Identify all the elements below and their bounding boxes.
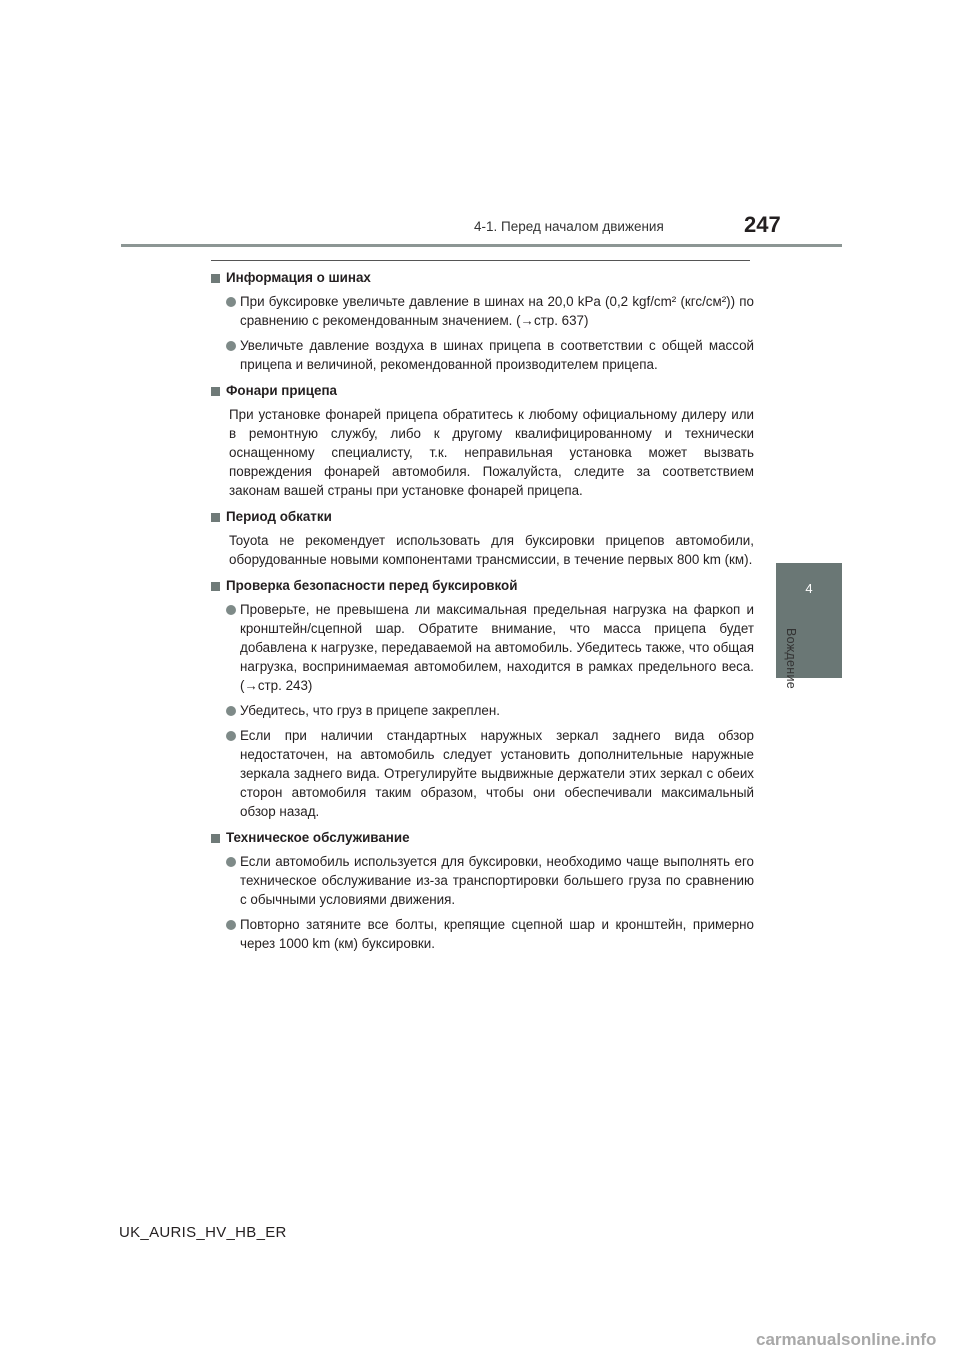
content-divider (211, 260, 750, 261)
circle-bullet-icon (226, 341, 236, 351)
list-item-text: При буксировке увеличьте давление в шинах на 20,0 kPa (0,2 kgf/cm² (кгс/см²)) по сравнению с рекомендованным значением. (→стр. 637) (240, 294, 754, 328)
section-title-text: Техническое обслуживание (226, 830, 410, 845)
header-divider (121, 244, 842, 247)
section-paragraph: Toyota не рекомендует использовать для буксировки прицепов автомобили, оборудованные новыми компонентами трансмиссии, в течение первых 800 km (км). (229, 533, 754, 567)
section-title (211, 507, 754, 527)
circle-bullet-icon (226, 731, 236, 741)
section-safety-check (211, 576, 754, 821)
section-tire-info (211, 268, 754, 374)
list-item (211, 292, 754, 330)
section-title-text: Фонари прицепа (226, 383, 337, 398)
square-bullet-icon (211, 834, 220, 843)
chapter-tab-number: 4 (805, 581, 813, 596)
section-title (211, 381, 754, 401)
page-content (211, 268, 754, 960)
square-bullet-icon (211, 274, 220, 283)
section-title-text: Проверка безопасности перед буксировкой (226, 578, 518, 593)
list-item-text: Убедитесь, что груз в прицепе закреплен. (240, 703, 500, 718)
list-item-text: Увеличьте давление воздуха в шинах прицепа в соответствии с общей массой прицепа и величиной, рекомендованной производителем прицепа. (240, 338, 754, 372)
list-item-text: Проверьте, не превышена ли максимальная предельная нагрузка на фаркоп и кронштейн/сцепной шар. Обратите внимание, что масса прицепа будет добавлена к нагрузке, передаваемой на автомобиль. Убедитесь также, что общая нагрузка, воспринимаемая автомобилем, находится в рамках предельного веса. (→стр. 243) (240, 602, 754, 693)
section-break-in (211, 507, 754, 569)
section-title (211, 268, 754, 288)
section-title-text: Период обкатки (226, 509, 332, 524)
section-title (211, 828, 754, 848)
watermark[interactable]: carmanualsonline.info (756, 1330, 937, 1349)
square-bullet-icon (211, 387, 220, 396)
header-section-title: 4-1. Перед началом движения (474, 219, 664, 234)
section-paragraph: При установке фонарей прицепа обратитесь к любому официальному дилеру или в ремонтную службу, либо к другому квалифицированному и технически оснащенному специалисту, т.к. неправильная установка может вызвать повреждения фонарей автомобиля. Пожалуйста, следите за соответствием законам вашей страны при установке фонарей прицепа. (229, 407, 754, 498)
list-item-text: Если автомобиль используется для буксировки, необходимо чаще выполнять его техническое обслуживание из-за транспортировки большего груза по сравнению с обычными условиями движения. (240, 854, 754, 907)
list-item (211, 600, 754, 695)
circle-bullet-icon (226, 605, 236, 615)
chapter-tab-label: Вождение (784, 628, 798, 689)
list-item-text: Если при наличии стандартных наружных зеркал заднего вида обзор недостаточен, на автомобиль следует установить дополнительные наружные зеркала заднего вида. Отрегулируйте выдвижные держатели этих зеркал с обеих сторон автомобиля таким образом, чтобы они обеспечивали максимальный обзор назад. (240, 728, 754, 819)
circle-bullet-icon (226, 920, 236, 930)
document-code: UK_AURIS_HV_HB_ER (119, 1224, 287, 1241)
section-trailer-lights (211, 381, 754, 500)
list-item (211, 915, 754, 953)
circle-bullet-icon (226, 297, 236, 307)
list-item-text: Повторно затяните все болты, крепящие сцепной шар и кронштейн, примерно через 1000 km (км) буксировки. (240, 917, 754, 951)
section-title-text: Информация о шинах (226, 270, 371, 285)
page-number: 247 (744, 212, 781, 237)
square-bullet-icon (211, 513, 220, 522)
section-maintenance (211, 828, 754, 953)
list-item (211, 852, 754, 909)
square-bullet-icon (211, 582, 220, 591)
list-item (211, 336, 754, 374)
circle-bullet-icon (226, 706, 236, 716)
section-title (211, 576, 754, 596)
list-item (211, 701, 754, 720)
circle-bullet-icon (226, 857, 236, 867)
list-item (211, 726, 754, 821)
